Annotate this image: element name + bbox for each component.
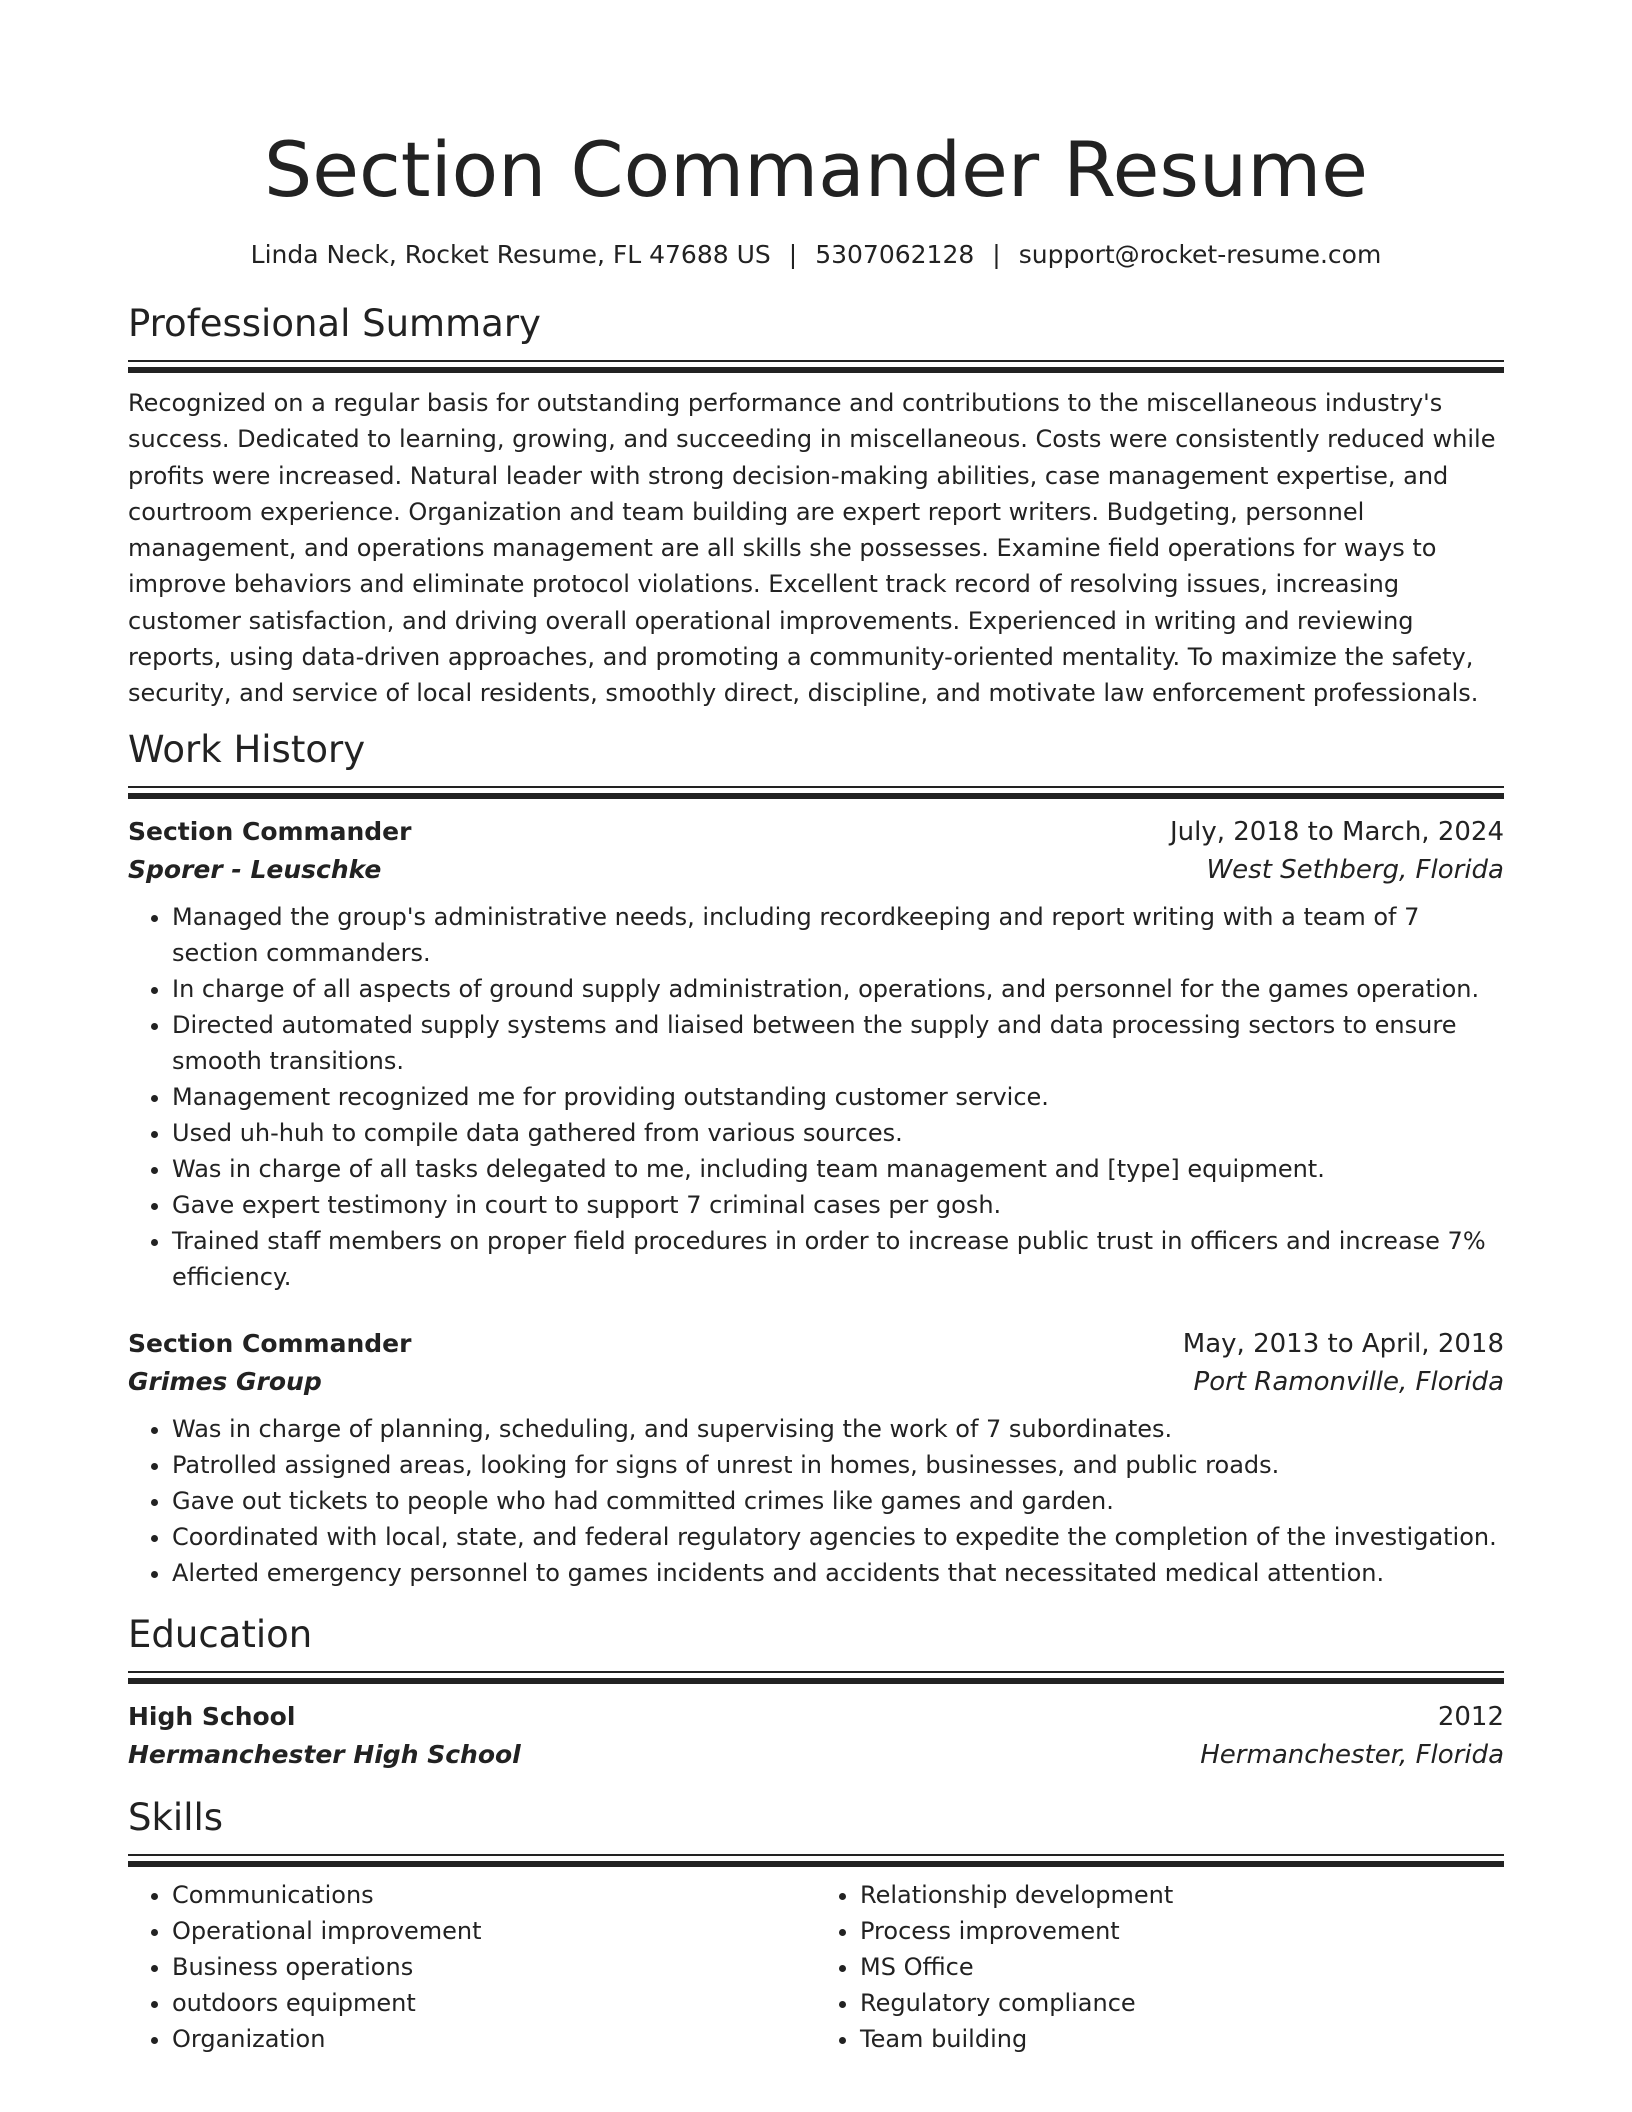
skills-list (128, 1877, 816, 2057)
education-school-row (128, 1736, 1504, 1774)
contact-phone: 5307062128 (815, 240, 975, 269)
education-location: Hermanchester, Florida (1200, 1739, 1504, 1770)
education-entry (128, 1698, 1504, 1774)
list-item: • Regulatory compliance (860, 1985, 1504, 2021)
job-header-row (128, 1325, 1504, 1363)
job-company-row (128, 851, 1504, 889)
job-title: Section Commander (128, 1328, 412, 1358)
list-item: • Team building (860, 2021, 1504, 2057)
list-item: • Trained staff members on proper field procedures in order to increase public trust in officers and increase 7% efficiency. (172, 1223, 1504, 1295)
job-bullets (128, 899, 1504, 1295)
skills-grid (128, 1877, 1504, 2057)
job-dates: July, 2018 to March, 2024 (1169, 816, 1504, 847)
list-item: • Patrolled assigned areas, looking for signs of unrest in homes, businesses, and public roads. (172, 1447, 1504, 1483)
job-dates: May, 2013 to April, 2018 (1182, 1328, 1504, 1359)
list-item: • Communications (172, 1877, 816, 1913)
job-entry (128, 813, 1504, 1295)
summary-section (128, 300, 1504, 712)
skills-list (816, 1877, 1504, 2057)
summary-text: Recognized on a regular basis for outstanding performance and contributions to the miscellaneous industry's success. Dedicated to learning, growing, and succeeding in miscellaneous. Costs were consistently reduced while profits were increased. Natural leader with strong decision-making abilities, case management expertise, and courtroom experience. Organization and team building are expert report writers. Budgeting, personnel management, and operations management are all skills she possesses. Examine field operations for ways to improve behaviors and eliminate protocol violations. Excellent track record of resolving issues, increasing customer satisfaction, and driving overall operational improvements. Experienced in writing and reviewing reports, using data-driven approaches, and promoting a community-oriented mentality. To maximize the safety, security, and service of local residents, smoothly direct, discipline, and motivate law enforcement professionals. (128, 389, 1496, 708)
list-item: • Managed the group's administrative needs, including recordkeeping and report writing with a team of 7 section commanders. (172, 899, 1504, 971)
contact-separator: | (992, 240, 1001, 269)
job-company-row (128, 1363, 1504, 1401)
job-header-row (128, 813, 1504, 851)
list-item: • MS Office (860, 1949, 1504, 1985)
list-item: • Relationship development (860, 1877, 1504, 1913)
skills-section (128, 1794, 1504, 2057)
resume-page (128, 0, 1504, 2057)
section-divider (128, 1671, 1504, 1684)
job-location: Port Ramonville, Florida (1193, 1366, 1504, 1397)
list-item: • Process improvement (860, 1913, 1504, 1949)
work-history-section (128, 726, 1504, 1591)
list-item: • outdoors equipment (172, 1985, 816, 2021)
section-heading-education: Education (128, 1612, 313, 1656)
list-item: • Was in charge of planning, scheduling, and supervising the work of 7 subordinates. (172, 1411, 1504, 1447)
section-heading-summary: Professional Summary (128, 302, 541, 345)
job-company: Sporer - Leuschke (128, 854, 382, 884)
contact-email: support@rocket-resume.com (1018, 240, 1382, 269)
resume-title: Section Commander Resume (263, 125, 1368, 214)
list-item: • Gave expert testimony in court to support 7 criminal cases per gosh. (172, 1187, 1504, 1223)
contact-separator: | (788, 240, 798, 269)
list-item: • Used uh-huh to compile data gathered from various sources. (172, 1115, 1504, 1151)
skills-column-right (816, 1877, 1504, 2057)
education-header-row (128, 1698, 1504, 1736)
job-title: Section Commander (128, 816, 412, 846)
section-divider (128, 360, 1504, 373)
education-section (128, 1611, 1504, 1774)
section-divider (128, 786, 1504, 799)
list-item: • Business operations (172, 1949, 816, 1985)
list-item: • Management recognized me for providing outstanding customer service. (172, 1079, 1504, 1115)
list-item: • Organization (172, 2021, 816, 2057)
section-heading-work: Work History (128, 727, 366, 771)
job-bullets (128, 1411, 1504, 1591)
job-company: Grimes Group (128, 1366, 322, 1396)
education-school: Hermanchester High School (128, 1739, 521, 1769)
section-heading-skills: Skills (128, 1795, 224, 1839)
section-divider (128, 1854, 1504, 1867)
education-degree: High School (128, 1701, 296, 1731)
list-item: • Was in charge of all tasks delegated to me, including team management and [type] equipment. (172, 1151, 1504, 1187)
list-item: • Alerted emergency personnel to games incidents and accidents that necessitated medical attention. (172, 1555, 1504, 1591)
job-location: West Sethberg, Florida (1206, 854, 1504, 885)
education-year: 2012 (1437, 1701, 1504, 1732)
list-item: • Operational improvement (172, 1913, 816, 1949)
list-item: • Directed automated supply systems and liaised between the supply and data processing sectors to ensure smooth transitions. (172, 1007, 1504, 1079)
skills-column-left (128, 1877, 816, 2057)
list-item: • In charge of all aspects of ground supply administration, operations, and personnel for the games operation. (172, 971, 1504, 1007)
list-item: • Coordinated with local, state, and federal regulatory agencies to expedite the completion of the investigation. (172, 1519, 1504, 1555)
job-entry (128, 1325, 1504, 1591)
contact-address: Linda Neck, Rocket Resume, FL 47688 US (250, 240, 771, 269)
contact-line (128, 238, 1504, 272)
list-item: • Gave out tickets to people who had committed crimes like games and garden. (172, 1483, 1504, 1519)
